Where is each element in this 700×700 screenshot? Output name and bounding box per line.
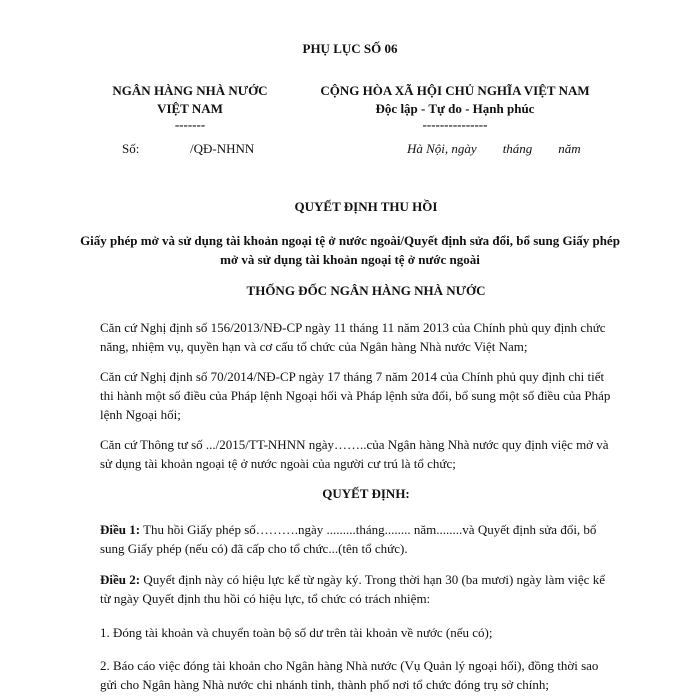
motto-line: Độc lập - Tự do - Hạnh phúc — [375, 101, 535, 116]
org-line-2: VIỆT NAM — [157, 101, 223, 116]
document-number-code: /QĐ-NHNN — [190, 141, 255, 156]
article-2 — [100, 570, 612, 608]
national-motto — [290, 82, 620, 118]
country-name: CỘNG HÒA XÃ HỘI CHỦ NGHĨA VIỆT NAM — [320, 83, 590, 98]
issuing-authority: THỐNG ĐỐC NGÂN HÀNG NHÀ NƯỚC — [246, 283, 486, 298]
preamble-paragraph: Căn cứ Nghị định số 156/2013/NĐ-CP ngày 11 tháng 11 năm 2013 của Chính phủ quy định chức năng, nhiệm vụ, quyền hạn và cơ cấu tổ chức của Ngân hàng Nhà nước Việt Nam; — [100, 320, 606, 354]
document-title: QUYẾT ĐỊNH THU HỒI — [294, 199, 438, 214]
motto-separator: --------------- — [422, 117, 488, 132]
document-number-label: Số: — [122, 141, 140, 156]
list-item: 1. Đóng tài khoản và chuyển toàn bộ số dư trên tài khoản về nước (nếu có); — [100, 625, 493, 640]
article-text: Quyết định này có hiệu lực kể từ ngày ký. Trong thời hạn 30 (ba mươi) ngày làm việc kể từ ngày Quyết định thu hồi có hiệu lực, tổ chức có trách nhiệm: — [100, 572, 605, 606]
appendix-number: PHỤ LỤC SỐ 06 — [302, 41, 398, 56]
document-subtitle: Giấy phép mở và sử dụng tài khoản ngoại tệ ở nước ngoài/Quyết định sửa đổi, bổ sung Giấy phép mở và sử dụng tài khoản ngoại tệ ở nước ngoài — [80, 233, 620, 267]
article-label: Điều 2: — [100, 572, 141, 587]
preamble-paragraph: Căn cứ Thông tư số .../2015/TT-NHNN ngày……..của Ngân hàng Nhà nước quy định việc mở và sử dụng tài khoản ngoại tệ ở nước ngoài của người cư trú là tổ chức; — [100, 437, 609, 471]
article-label: Điều 1: — [100, 522, 141, 537]
place-and-date: Hà Nội, ngày tháng năm — [407, 141, 581, 156]
list-item: 2. Báo cáo việc đóng tài khoản cho Ngân hàng Nhà nước (Vụ Quản lý ngoại hối), đồng thời sao gửi cho Ngân hàng Nhà nước chi nhánh tỉnh, thành phố nơi tổ chức đóng trụ sở chính; — [100, 658, 599, 692]
org-line-1: NGÂN HÀNG NHÀ NƯỚC — [112, 83, 268, 98]
decision-heading: QUYẾT ĐỊNH: — [322, 486, 410, 501]
article-text: Thu hồi Giấy phép số……….ngày .........tháng........ năm........và Quyết định sửa đổi, bổ sung Giấy phép (nếu có) đã cấp cho tổ chức...(tên tổ chức). — [100, 522, 597, 556]
issuing-organization — [80, 82, 300, 118]
preamble-paragraph: Căn cứ Nghị định số 70/2014/NĐ-CP ngày 17 tháng 7 năm 2014 của Chính phủ quy định chi tiết thi hành một số điều của Pháp lệnh Ngoại hối và Pháp lệnh sửa đổi, bổ sung một số điều của Pháp lệnh Ngoại hối; — [100, 369, 611, 422]
org-separator: ------- — [174, 117, 206, 132]
article-1 — [100, 520, 612, 558]
